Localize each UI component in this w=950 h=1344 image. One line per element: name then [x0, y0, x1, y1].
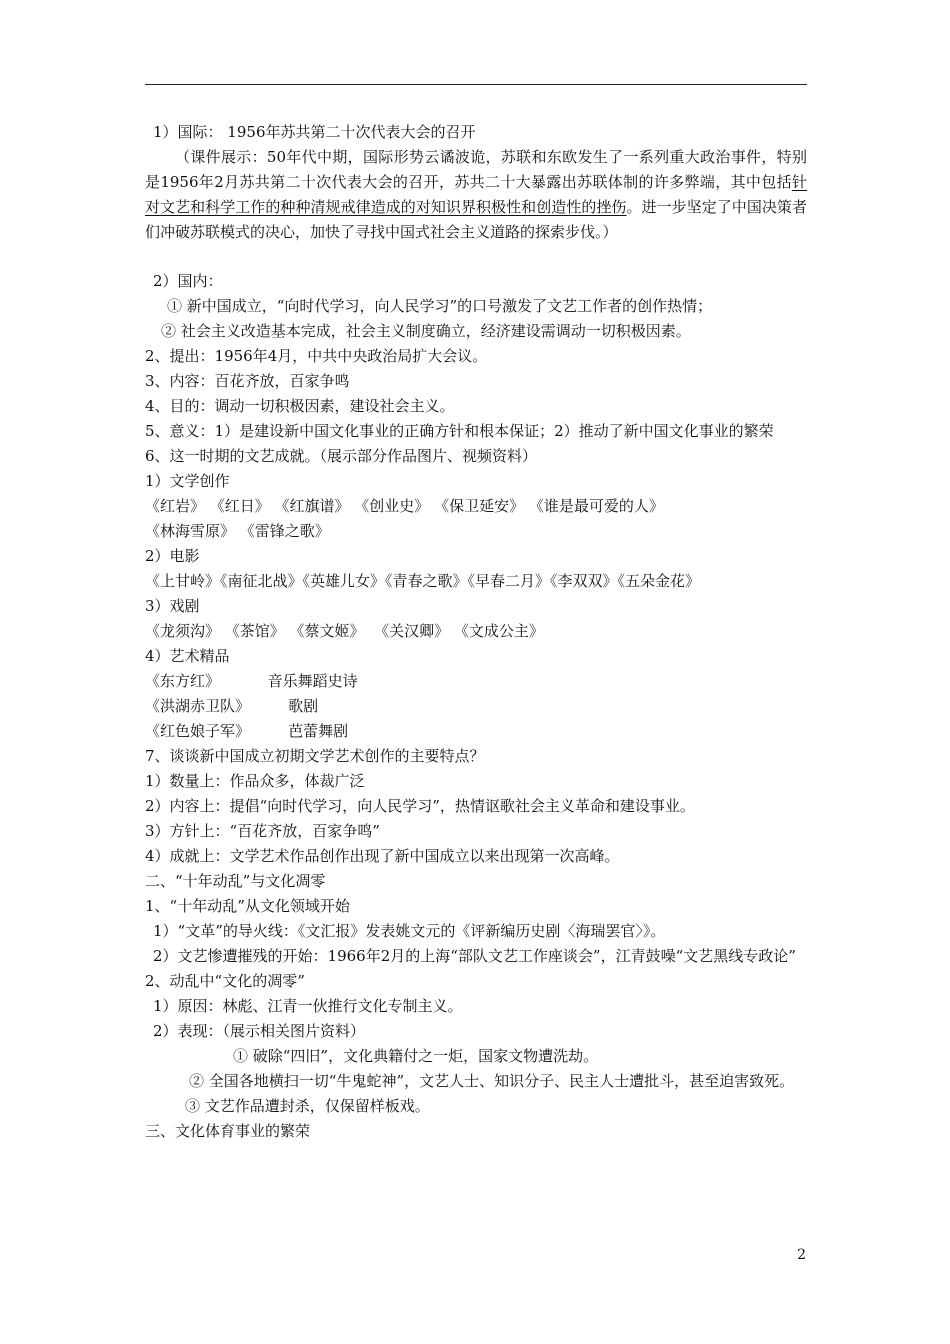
literature-works-2: 《林海雪原》 《雷锋之歌》 — [145, 522, 330, 540]
section2-item-1b: 2）文艺惨遭摧残的开始：1966年2月的上海“部队文艺工作座谈会”，江青鼓噪“文艺黑线专政论” — [153, 947, 796, 965]
domestic-point-2: ② 社会主义改造基本完成，社会主义制度确立，经济建设需调动一切积极因素。 — [161, 322, 691, 340]
literature-heading: 1）文学创作 — [145, 472, 230, 490]
art-work-2: 《洪湖赤卫队》 歌剧 — [145, 697, 319, 715]
manifestation-3: ③ 文艺作品遭封杀，仅保留样板戏。 — [185, 1097, 430, 1115]
section2-item-1: 1、“十年动乱”从文化领域开始 — [145, 897, 350, 915]
sub-item-international: 1）国际： 1956年苏共第二十次代表大会的召开 — [153, 123, 476, 141]
feature-quantity: 1）数量上：作品众多，体裁广泛 — [145, 772, 365, 790]
item-purpose: 4、目的：调动一切积极因素，建设社会主义。 — [145, 397, 455, 415]
art-work-1: 《东方红》 音乐舞蹈史诗 — [145, 672, 358, 690]
art-work-3: 《红色娘子军》 芭蕾舞剧 — [145, 722, 349, 740]
document-body — [145, 120, 807, 1144]
drama-heading: 3）戏剧 — [145, 597, 200, 615]
film-works: 《上甘岭》《南征北战》《英雄儿女》《青春之歌》《早春二月》《李双双》《五朵金花》 — [145, 572, 701, 590]
item-proposal: 2、提出：1956年4月，中共中央政治局扩大会议。 — [145, 347, 488, 365]
art-heading: 4）艺术精品 — [145, 647, 230, 665]
item-features-question: 7、谈谈新中国成立初期文学艺术创作的主要特点？ — [145, 747, 485, 765]
header-rule — [145, 84, 807, 85]
literature-works-1: 《红岩》 《红日》 《红旗谱》 《创业史》 《保卫延安》 《谁是最可爱的人》 — [145, 497, 664, 515]
manifestation-1: ① 破除“四旧”，文化典籍付之一炬，国家文物遭洗劫。 — [233, 1047, 599, 1065]
section2-item-2: 2、动乱中“文化的凋零” — [145, 972, 305, 990]
section2-item-2b: 2）表现：（展示相关图片资料） — [153, 1022, 366, 1040]
section-heading-3: 三、文化体育事业的繁荣 — [145, 1122, 311, 1140]
film-heading: 2）电影 — [145, 547, 200, 565]
courseware-paragraph — [145, 145, 807, 245]
courseware-text-start: （课件展示：50年代中期，国际形势云谲波诡，苏联和东欧发生了一系列重大政治事件，特别是1956年2月苏共第二十次代表大会的召开，苏共二十大暴露出苏联体制的许多弊端，其中包括 — [145, 148, 807, 191]
domestic-point-1: ① 新中国成立，“向时代学习，向人民学习”的口号激发了文艺工作者的创作热情； — [167, 297, 713, 315]
feature-policy: 3）方针上：“百花齐放，百家争鸣” — [145, 822, 380, 840]
drama-works: 《龙须沟》 《茶馆》 《蔡文姬》 《关汉卿》 《文成公主》 — [145, 622, 544, 640]
courseware-text-end: 。进一步坚定了中国决策者们冲破苏联模式的决心，加快了寻找中国式社会主义道路的探索步伐。） — [145, 198, 807, 241]
item-significance: 5、意义：1）是建设新中国文化事业的正确方针和根本保证；2）推动了新中国文化事业的繁荣 — [145, 422, 774, 440]
paragraph-gap — [145, 245, 807, 269]
feature-content: 2）内容上：提倡“向时代学习，向人民学习”，热情讴歌社会主义革命和建设事业。 — [145, 797, 695, 815]
item-achievements: 6、这一时期的文艺成就。（展示部分作品图片、视频资料） — [145, 447, 538, 465]
sub-item-domestic: 2）国内： — [153, 272, 223, 290]
section2-item-2a: 1）原因：林彪、江青一伙推行文化专制主义。 — [153, 997, 463, 1015]
courseware-underlined-text: 针对文艺和科学工作的种种清规戒律造成的对知识界积极性和创造性的挫伤 — [145, 173, 807, 216]
section-heading-2: 二、“十年动乱”与文化凋零 — [145, 872, 326, 890]
feature-achievement: 4）成就上：文学艺术作品创作出现了新中国成立以来出现第一次高峰。 — [145, 847, 620, 865]
section2-item-1a: 1）“文革”的导火线：《文汇报》发表姚文元的《评新编历史剧〈海瑞罢官〉》。 — [153, 922, 666, 940]
item-content: 3、内容：百花齐放，百家争鸣 — [145, 372, 350, 390]
manifestation-2: ② 全国各地横扫一切“牛鬼蛇神”，文艺人士、知识分子、民主人士遭批斗，甚至迫害致死。 — [189, 1072, 795, 1090]
page-number: 2 — [797, 1247, 806, 1263]
